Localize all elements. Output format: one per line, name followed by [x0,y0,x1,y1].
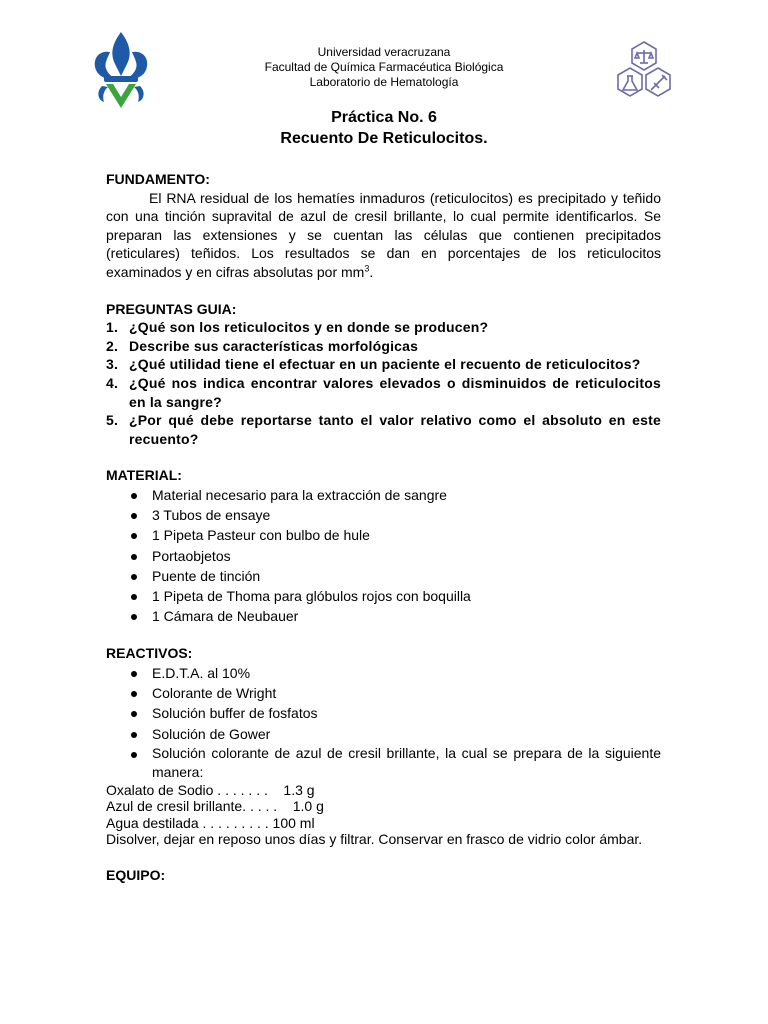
lab-name: Laboratorio de Hematología [309,75,459,89]
university-name: Universidad veracruzana [317,45,451,59]
fleur-de-lis-logo-icon [90,30,152,110]
material-item: 3 Tubos de ensaye [106,505,661,525]
practice-subject: Recuento De Reticulocitos. [280,130,488,147]
material-heading: MATERIAL: [106,467,182,484]
preguntas-heading: PREGUNTAS GUIA: [106,300,237,317]
reactivos-list [106,663,661,782]
question-item: 4. ¿Qué nos indica encontrar valores elevados o disminuidos de reticulocitos en la sangre? [106,374,661,410]
recipe-line: Azul de cresil brillante. . . . . 1.0 g [106,798,324,815]
fundamento-end: . [369,263,374,280]
reactivo-item: Solución buffer de fosfatos [106,703,661,723]
material-item: Material necesario para la extracción de sangre [106,485,661,505]
fundamento-superscript: 3 [364,263,370,274]
material-list [106,485,661,626]
reactivo-item: Solución de Gower [106,724,661,744]
recipe-note: Disolver, dejar en reposo unos días y filtrar. Conservar en frasco de vidrio color ámbar. [106,831,643,848]
material-item: Puente de tinción [106,566,661,586]
recipe-line: Oxalato de Sodio . . . . . . . 1.3 g [106,781,315,798]
question-item: 5. ¿Por qué debe reportarse tanto el valor relativo como el absoluto en este recuento? [106,412,661,447]
fundamento-heading: FUNDAMENTO: [106,171,210,187]
equipo-heading: EQUIPO: [106,866,166,883]
question-item: 1. ¿Qué son los reticulocitos y en donde se producen? [106,319,489,336]
reactivo-item: Solución colorante de azul de cresil brillante, la cual se prepara de la siguiente manera: [106,744,661,782]
material-item: 1 Pipeta Pasteur con bulbo de hule [106,525,661,545]
institution-header [200,45,568,90]
document-body [106,170,661,884]
questions-list [106,318,661,448]
practice-number: Práctica No. 6 [331,109,437,126]
fundamento-paragraph [106,189,661,282]
practice-title [180,107,588,149]
question-item: 3. ¿Qué utilidad tiene el efectuar en un paciente el recuento de reticulocitos? [106,356,641,373]
reactivo-item: E.D.T.A. al 10% [106,663,661,683]
material-item: 1 Cámara de Neubauer [106,606,661,626]
faculty-name: Facultad de Química Farmacéutica Biológica [264,60,504,74]
reactivos-heading: REACTIVOS: [106,645,193,662]
reactivo-item: Colorante de Wright [106,683,661,703]
material-item: Portaobjetos [106,546,661,566]
recipe-line: Agua destilada . . . . . . . . . 100 ml [106,814,315,831]
lab-hexagon-logo-icon [610,40,678,106]
material-item: 1 Pipeta de Thoma para glóbulos rojos con boquilla [106,586,661,606]
fundamento-text: El RNA residual de los hematíes inmaduros (reticulocitos) es precipitado y teñido con una tinción supravital de azul de cresil brillante, lo cual permite identificarlos. Se preparan las extensiones y se cuentan las células que contienen precipitados (reticulares) teñidos. Los resultados se dan en porcentajes de los reticulocitos examinados y en cifras absolutas por mm [106,189,661,280]
question-item: 2. Describe sus características morfológicas [106,337,419,354]
